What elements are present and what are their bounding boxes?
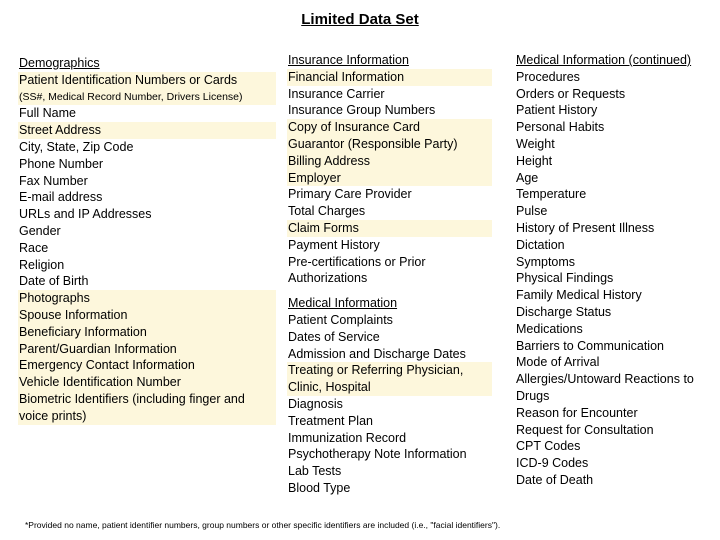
medical-continued-item: Orders or Requests xyxy=(516,86,626,101)
demographics-item: (SS#, Medical Record Number, Drivers License) xyxy=(18,89,276,106)
insurance-item: Claim Forms xyxy=(287,220,492,237)
insurance-item: Primary Care Provider xyxy=(288,187,412,202)
medical-item: Dates of Service xyxy=(288,329,380,344)
demographics-column xyxy=(18,55,276,425)
demographics-item: Spouse Information xyxy=(18,307,276,324)
demographics-item: Date of Birth xyxy=(19,274,89,289)
insurance-item: Financial Information xyxy=(287,69,492,86)
medical-continued-item: Symptoms xyxy=(516,254,576,269)
medical-continued-item: Drugs xyxy=(516,388,550,403)
demographics-item: Race xyxy=(19,240,49,255)
insurance-heading: Insurance Information xyxy=(288,53,409,67)
medical-continued-item: Procedures xyxy=(516,69,580,84)
demographics-item: Patient Identification Numbers or Cards xyxy=(18,72,276,89)
medical-continued-item: Height xyxy=(516,153,553,168)
insurance-item: Employer xyxy=(287,170,492,187)
medical-continued-item: Personal Habits xyxy=(516,120,605,135)
insurance-item: Authorizations xyxy=(288,271,368,286)
page-title: Limited Data Set xyxy=(301,11,419,28)
medical-continued-item: Date of Death xyxy=(516,472,594,487)
demographics-item: Photographs xyxy=(18,290,276,307)
medical-item: Immunization Record xyxy=(288,430,407,445)
insurance-medical-column xyxy=(287,52,492,497)
medical-continued-item: Dictation xyxy=(516,237,565,252)
demographics-item: Full Name xyxy=(19,106,76,121)
medical-continued-item: CPT Codes xyxy=(516,439,581,454)
medical-item: Clinic, Hospital xyxy=(287,379,492,396)
demographics-item: E-mail address xyxy=(19,190,103,205)
demographics-item: Emergency Contact Information xyxy=(18,357,276,374)
demographics-item: City, State, Zip Code xyxy=(19,139,134,154)
medical-heading: Medical Information xyxy=(288,296,398,311)
insurance-item: Insurance Carrier xyxy=(288,86,385,101)
medical-continued-heading: Medical Information (continued) xyxy=(516,53,692,67)
demographics-item: Gender xyxy=(19,223,61,238)
medical-continued-item: Physical Findings xyxy=(516,271,614,286)
medical-item: Treating or Referring Physician, xyxy=(287,362,492,379)
medical-continued-item: Age xyxy=(516,170,539,185)
demographics-item: Street Address xyxy=(18,122,276,139)
medical-item: Patient Complaints xyxy=(288,312,393,327)
medical-item: Diagnosis xyxy=(288,396,343,411)
medical-item: Psychotherapy Note Information xyxy=(288,447,467,462)
demographics-item: Phone Number xyxy=(19,156,104,171)
demographics-item: Fax Number xyxy=(19,173,88,188)
medical-continued-item: Allergies/Untoward Reactions to xyxy=(516,372,694,387)
medical-continued-item: Pulse xyxy=(516,204,548,219)
medical-continued-item: Barriers to Communication xyxy=(516,338,664,353)
insurance-item: Guarantor (Responsible Party) xyxy=(287,136,492,153)
medical-continued-item: Temperature xyxy=(516,187,587,202)
insurance-item: Pre-certifications or Prior xyxy=(288,254,426,269)
demographics-item: URLs and IP Addresses xyxy=(19,207,152,222)
medical-item: Blood Type xyxy=(288,480,351,495)
medical-continued-item: ICD-9 Codes xyxy=(516,456,589,471)
demographics-item: Vehicle Identification Number xyxy=(18,374,276,391)
insurance-item: Payment History xyxy=(288,237,380,252)
insurance-item: Copy of Insurance Card xyxy=(287,119,492,136)
insurance-item: Billing Address xyxy=(287,153,492,170)
medical-continued-item: Patient History xyxy=(516,103,598,118)
demographics-heading: Demographics xyxy=(19,56,100,70)
medical-continued-item: Reason for Encounter xyxy=(516,405,638,420)
medical-item: Lab Tests xyxy=(288,464,342,479)
medical-continued-item: Mode of Arrival xyxy=(516,355,600,370)
medical-item: Admission and Discharge Dates xyxy=(288,346,466,361)
section-spacer xyxy=(287,287,492,295)
medical-continued-item: Medications xyxy=(516,321,583,336)
medical-continued-item: Family Medical History xyxy=(516,288,642,303)
medical-continued-item: Discharge Status xyxy=(516,304,612,319)
demographics-item: Parent/Guardian Information xyxy=(18,341,276,358)
demographics-item: Biometric Identifiers (including finger and voice prints) xyxy=(18,391,276,425)
medical-continued-item: History of Present Illness xyxy=(516,220,655,235)
medical-continued-item: Weight xyxy=(516,136,555,151)
insurance-item: Total Charges xyxy=(288,204,366,219)
medical-item: Treatment Plan xyxy=(288,413,373,428)
insurance-item: Insurance Group Numbers xyxy=(288,103,436,118)
demographics-item: Beneficiary Information xyxy=(18,324,276,341)
demographics-item: Religion xyxy=(19,257,65,272)
medical-continued-column xyxy=(515,52,720,489)
footnote: *Provided no name, patient identifier numbers, group numbers or other specific identifiers are included (i.e., "facial identifiers"). xyxy=(25,520,501,530)
medical-continued-item: Request for Consultation xyxy=(516,422,654,437)
